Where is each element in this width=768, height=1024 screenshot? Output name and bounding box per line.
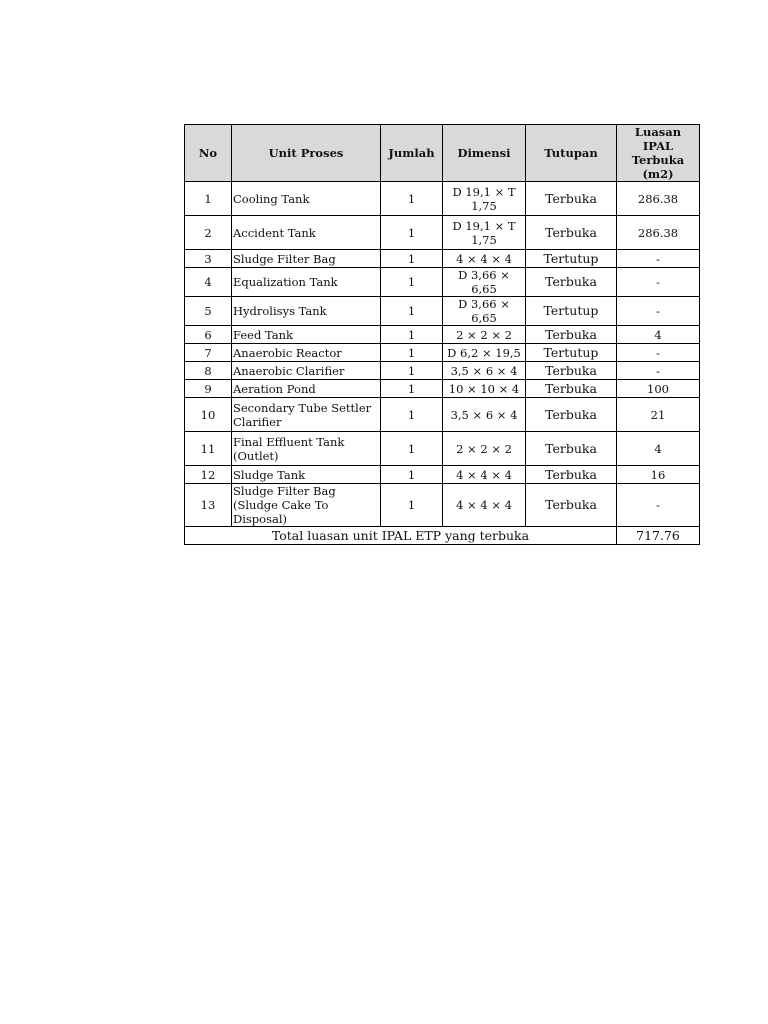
header-luasan: Luasan IPAL Terbuka (m2): [617, 125, 700, 182]
cell-dimensi: D 19,1 × T 1,75: [443, 216, 526, 250]
cell-luasan: -: [617, 297, 700, 326]
table-row: [185, 432, 700, 466]
table-row: [185, 216, 700, 250]
cell-jumlah: 1: [381, 268, 443, 297]
header-no: No: [185, 125, 232, 182]
cell-tutupan: Tertutup: [526, 297, 617, 326]
table-row: [185, 268, 700, 297]
cell-no: 6: [185, 326, 232, 344]
cell-luasan: 21: [617, 398, 700, 432]
cell-no: 11: [185, 432, 232, 466]
cell-dimensi: 2 × 2 × 2: [443, 432, 526, 466]
total-row: [185, 527, 700, 545]
cell-no: 12: [185, 466, 232, 484]
cell-dimensi: 3,5 × 6 × 4: [443, 398, 526, 432]
cell-luasan: 286.38: [617, 182, 700, 216]
cell-tutupan: Terbuka: [526, 398, 617, 432]
table-row: [185, 362, 700, 380]
cell-tutupan: Terbuka: [526, 484, 617, 527]
cell-no: 8: [185, 362, 232, 380]
cell-tutupan: Terbuka: [526, 466, 617, 484]
header-unit-proses: Unit Proses: [232, 125, 381, 182]
cell-jumlah: 1: [381, 297, 443, 326]
table-row: [185, 344, 700, 362]
cell-dimensi: 4 × 4 × 4: [443, 250, 526, 268]
cell-luasan: 4: [617, 326, 700, 344]
cell-dimensi: 4 × 4 × 4: [443, 484, 526, 527]
cell-dimensi: D 6,2 × 19,5: [443, 344, 526, 362]
cell-no: 13: [185, 484, 232, 527]
ipal-table: [184, 124, 700, 545]
cell-no: 7: [185, 344, 232, 362]
cell-dimensi: 4 × 4 × 4: [443, 466, 526, 484]
cell-unit-proses: Cooling Tank: [232, 182, 381, 216]
cell-no: 5: [185, 297, 232, 326]
cell-no: 3: [185, 250, 232, 268]
table-row: [185, 250, 700, 268]
cell-unit-proses: Sludge Filter Bag: [232, 250, 381, 268]
cell-dimensi: 3,5 × 6 × 4: [443, 362, 526, 380]
table-row: [185, 297, 700, 326]
table-row: [185, 326, 700, 344]
cell-luasan: 286.38: [617, 216, 700, 250]
table-header-row: [185, 125, 700, 182]
cell-luasan: 100: [617, 380, 700, 398]
cell-unit-proses: Sludge Tank: [232, 466, 381, 484]
cell-dimensi: D 19,1 × T 1,75: [443, 182, 526, 216]
cell-unit-proses: Equalization Tank: [232, 268, 381, 297]
cell-no: 2: [185, 216, 232, 250]
cell-dimensi: 10 × 10 × 4: [443, 380, 526, 398]
cell-jumlah: 1: [381, 484, 443, 527]
cell-unit-proses: Aeration Pond: [232, 380, 381, 398]
cell-tutupan: Terbuka: [526, 182, 617, 216]
cell-unit-proses: Secondary Tube Settler Clarifier: [232, 398, 381, 432]
cell-tutupan: Tertutup: [526, 344, 617, 362]
cell-jumlah: 1: [381, 380, 443, 398]
cell-luasan: -: [617, 250, 700, 268]
table-body: [185, 182, 700, 527]
cell-no: 10: [185, 398, 232, 432]
cell-jumlah: 1: [381, 362, 443, 380]
table-row: [185, 182, 700, 216]
cell-jumlah: 1: [381, 466, 443, 484]
table-row: [185, 484, 700, 527]
cell-luasan: -: [617, 344, 700, 362]
table-row: [185, 380, 700, 398]
cell-jumlah: 1: [381, 326, 443, 344]
cell-jumlah: 1: [381, 216, 443, 250]
cell-no: 1: [185, 182, 232, 216]
cell-jumlah: 1: [381, 250, 443, 268]
cell-luasan: 4: [617, 432, 700, 466]
cell-no: 9: [185, 380, 232, 398]
cell-tutupan: Terbuka: [526, 216, 617, 250]
cell-tutupan: Terbuka: [526, 268, 617, 297]
cell-dimensi: D 3,66 × 6,65: [443, 268, 526, 297]
cell-tutupan: Terbuka: [526, 362, 617, 380]
cell-luasan: -: [617, 268, 700, 297]
cell-unit-proses: Sludge Filter Bag (Sludge Cake To Disposal): [232, 484, 381, 527]
cell-jumlah: 1: [381, 432, 443, 466]
cell-jumlah: 1: [381, 182, 443, 216]
cell-unit-proses: Accident Tank: [232, 216, 381, 250]
cell-no: 4: [185, 268, 232, 297]
cell-dimensi: D 3,66 × 6,65: [443, 297, 526, 326]
header-tutupan: Tutupan: [526, 125, 617, 182]
cell-unit-proses: Final Effluent Tank (Outlet): [232, 432, 381, 466]
cell-luasan: -: [617, 362, 700, 380]
cell-dimensi: 2 × 2 × 2: [443, 326, 526, 344]
cell-luasan: -: [617, 484, 700, 527]
header-dimensi: Dimensi: [443, 125, 526, 182]
cell-jumlah: 1: [381, 398, 443, 432]
table-row: [185, 466, 700, 484]
table-row: [185, 398, 700, 432]
cell-unit-proses: Anaerobic Reactor: [232, 344, 381, 362]
header-jumlah: Jumlah: [381, 125, 443, 182]
cell-tutupan: Terbuka: [526, 326, 617, 344]
total-value: 717.76: [617, 527, 700, 545]
cell-unit-proses: Hydrolisys Tank: [232, 297, 381, 326]
cell-tutupan: Terbuka: [526, 380, 617, 398]
cell-tutupan: Terbuka: [526, 432, 617, 466]
cell-luasan: 16: [617, 466, 700, 484]
total-label: Total luasan unit IPAL ETP yang terbuka: [185, 527, 617, 545]
cell-unit-proses: Anaerobic Clarifier: [232, 362, 381, 380]
cell-unit-proses: Feed Tank: [232, 326, 381, 344]
cell-jumlah: 1: [381, 344, 443, 362]
cell-tutupan: Tertutup: [526, 250, 617, 268]
